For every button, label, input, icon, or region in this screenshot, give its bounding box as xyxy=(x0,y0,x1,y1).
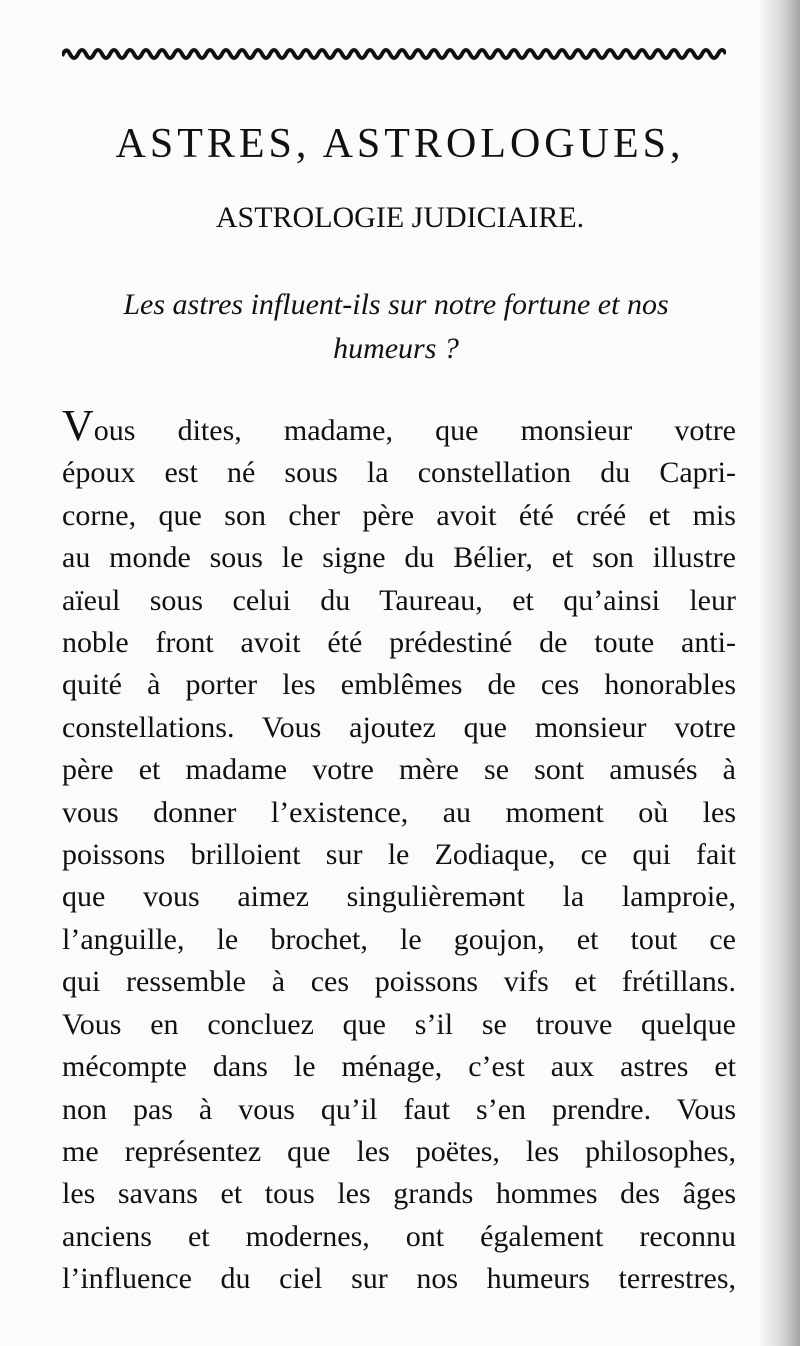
text-line: mécompte dans le ménage, c’est aux astres et xyxy=(62,1050,736,1084)
text-line: les savans et tous les grands hommes des âges xyxy=(62,1177,736,1211)
text-line: Vous en concluez que s’il se trouve quelque xyxy=(62,1007,736,1041)
text-line: constellations. Vous ajoutez que monsieur votre xyxy=(62,710,736,744)
text-line: quité à porter les emblêmes de ces honorables xyxy=(62,668,736,702)
first-line-text: ous dites, madame, que monsieur votre xyxy=(93,414,736,447)
text-line: poissons brilloient sur le Zodiaque, ce qui fait xyxy=(62,838,736,872)
chapter-title: ASTRES, ASTROLOGUES, xyxy=(115,121,685,167)
text-line: noble front avoit été prédestiné de toute anti- xyxy=(62,626,736,660)
initial-letter: V xyxy=(62,401,94,450)
ornamental-rule xyxy=(62,44,726,62)
question-line-2: humeurs ? xyxy=(333,332,459,365)
question-line-1: Les astres influent-ils sur notre fortune et nos xyxy=(123,288,669,321)
text-line: non pas à vous qu’il faut s’en prendre. Vous xyxy=(62,1092,736,1126)
text-line: père et madame votre mère se sont amusés à xyxy=(62,753,736,787)
text-line xyxy=(62,401,736,452)
text-line: que vous aimez singulièremənt la lamproie, xyxy=(62,880,736,914)
text-line: anciens et modernes, ont également reconnu xyxy=(62,1219,736,1253)
text-line: aïeul sous celui du Taureau, et qu’ainsi leur xyxy=(62,583,736,617)
text-line: vous donner l’existence, au moment où les xyxy=(62,795,736,829)
text-line: époux est né sous la constellation du Capri- xyxy=(62,456,736,490)
chapter-subtitle: ASTROLOGIE JUDICIAIRE. xyxy=(215,201,585,234)
text-line: l’influence du ciel sur nos humeurs terrestres, xyxy=(62,1262,736,1296)
text-line: corne, que son cher père avoit été créé et mis xyxy=(62,498,736,532)
text-line: qui ressemble à ces poissons vifs et frétillans. xyxy=(62,965,736,999)
text-line: l’anguille, le brochet, le goujon, et tout ce xyxy=(62,922,736,956)
question-heading xyxy=(62,283,730,371)
text-line: au monde sous le signe du Bélier, et son illustre xyxy=(62,541,736,575)
body-text xyxy=(62,401,736,1301)
text-line: me représentez que les poëtes, les philosophes, xyxy=(62,1134,736,1168)
